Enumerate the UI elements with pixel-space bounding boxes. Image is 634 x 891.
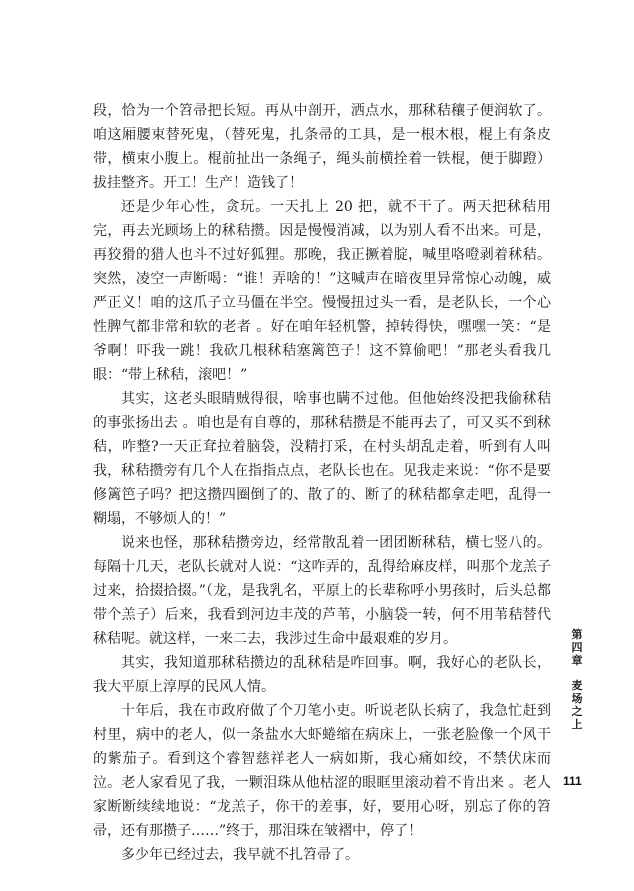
section-label: 麦场之上 [571,679,583,731]
paragraph: 段，恰为一个笤帚把长短。再从中剖开，洒点水，那秫秸穰子便润软了。咱这厢腰束替死鬼，（替死鬼，扎条帚的工具，是一根木根，棍上有条皮带，横束小腹上。棍前扯出一条绳子，绳头前横拴着一铁棍，便于脚蹬）拔挂整齐。开工！生产！造钱了！ [93,103,551,191]
page-number: 111 [563,774,582,788]
paragraph: 十年后，我在市政府做了个刀笔小吏。听说老队长病了，我急忙赶到村里，病中的老人，似一条盐水大虾蜷缩在病床上，一张老脸像一个风干的紫茄子。看到这个睿智慈祥老人一病如斯，我心痛如绞，不禁伏床而泣。老人家看见了我，一颗泪珠从他枯涩的眼眶里滚动着不肯出来 。老人家断断续续地说：“龙羔子，你干的差事，好，要用心呀，别忘了你的笤帚，还有那攒子……”终于，那泪珠在皱褶中，停了！ [93,703,551,839]
paragraph: 多少年已经过去，我早就不扎笤帚了。 [121,847,359,863]
paragraph: 还是少年心性，贪玩。一天扎上 20 把，就不干了。两天把秫秸用完，再去光顾场上的秫秸攒。因是慢慢消减，以为别人看不出来。可是，再狡猾的猎人也斗不过好狐狸。那晚，我正撅着腚，喊里咯噔剥着秫秸。突然，凌空一声断喝：“谁！弄啥的！”这喊声在暗夜里异常惊心动魄，威严正义！咱的这爪子立马僵在半空。慢慢扭过头一看，是老队长，一个心性脾气都非常和软的老者 。好在咱年轻机警，掉转得快，嘿嘿一笑：“是爷啊！吓我一跳！我砍几根秫秸塞篱笆子！这不算偷吧！”那老头看我几眼：“带上秫秸，滚吧！” [93,199,551,383]
chapter-marginal [569,628,585,731]
chapter-label: 第四章 [571,628,583,667]
body-text [93,99,551,867]
paragraph: 其实，我知道那秫秸攒边的乱秫秸是咋回事。啊，我好心的老队长，我大平原上淳厚的民风人情。 [93,655,551,695]
paragraph: 其实，这老头眼睛贼得很，啥事也瞒不过他。但他始终没把我偷秫秸的事张扬出去 。咱也是有自尊的，那秫秸攒是不能再去了，可又买不到秫秸，咋整?一天正耷拉着脑袋，没精打采，在村头胡乱走着，听到有人叫我，秫秸攒旁有几个人在指指点点，老队长也在。见我走来说：“你不是要修篱笆子吗？把这攒四圈倒了的、散了的、断了的秫秸都拿走吧，乱得一糊塌，不够烦人的！” [93,391,551,527]
paragraph: 说来也怪，那秫秸攒旁边，经常散乱着一团团断秫秸，横七竖八的。每隔十几天，老队长就对人说：“这咋弄的，乱得给麻皮样，叫那个龙羔子过来，拾掇拾掇。”（龙，是我乳名，平原上的长辈称呼小男孩时，后头总都带个羔子）后来，我看到河边丰茂的芦苇，小脑袋一转，何不用苇秸替代秫秸呢。就这样，一来二去，我涉过生命中最艰难的岁月。 [93,535,551,647]
